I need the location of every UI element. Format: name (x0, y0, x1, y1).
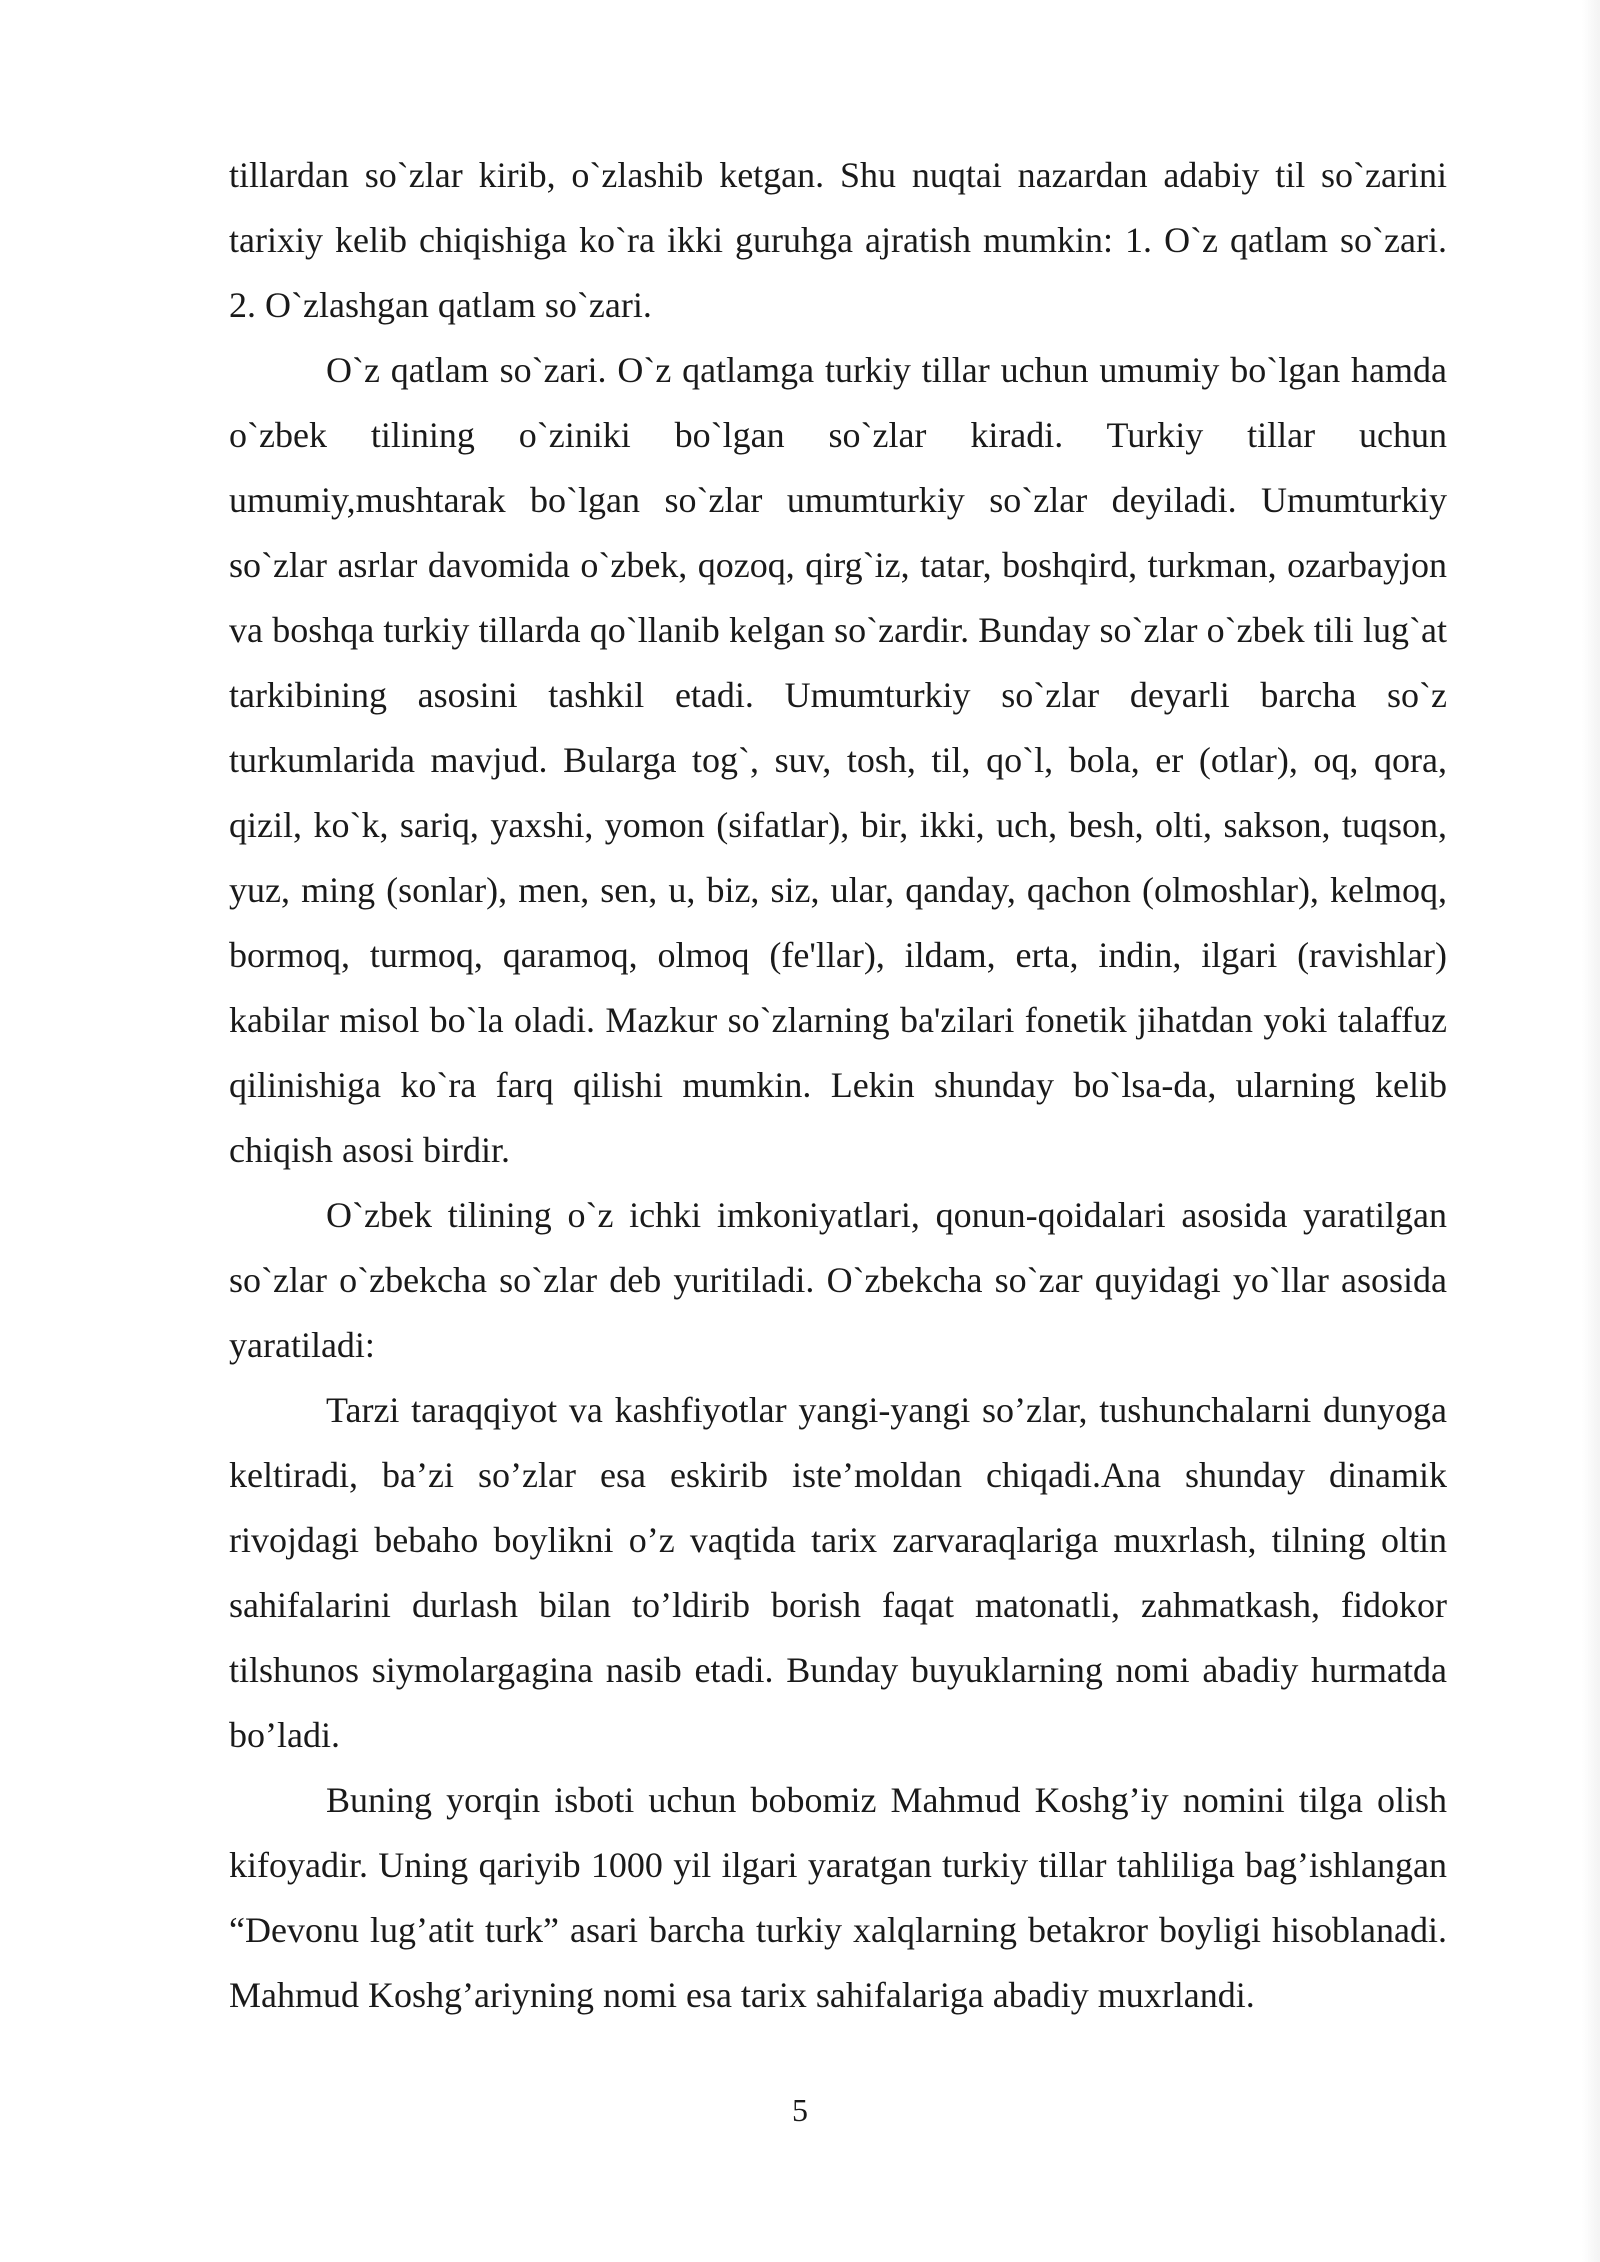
page-number: 5 (792, 2092, 808, 2128)
paragraph-5: Buning yorqin isboti uchun bobomiz Mahmud Koshg’iy nomini tilga olish kifoyadir. Uning qariyib 1000 yil ilgari yaratgan turkiy tillar tahliliga bag’ishlangan “Devonu lug’atit turk” asari barcha turkiy xalqlarning betakror boyligi hisoblanadi. Mahmud Koshg’ariyning nomi esa tarix sahifalariga abadiy muxrlandi. (229, 1780, 1447, 2015)
paragraph-1: tillardan so`zlar kirib, o`zlashib ketgan. Shu nuqtai nazardan adabiy til so`zarini tarixiy kelib chiqishiga ko`ra ikki guruhga ajratish mumkin: 1. O`z qatlam so`zari. 2. O`zlashgan qatlam so`zari. (229, 155, 1447, 325)
paragraph-3: O`zbek tilining o`z ichki imkoniyatlari, qonun-qoidalari asosida yaratilgan so`zlar o`zbekcha so`zlar deb yuritiladi. O`zbekcha so`zar quyidagi yo`llar asosida yaratiladi: (229, 1195, 1447, 1365)
paragraph-4: Tarzi taraqqiyot va kashfiyotlar yangi-yangi so’zlar, tushunchalarni dunyoga keltiradi, ba’zi so’zlar esa eskirib iste’moldan chiqadi.Ana shunday dinamik rivojdagi bebaho boylikni o’z vaqtida tarix zarvaraqlariga muxrlash, tilning oltin sahifalarini durlash bilan to’ldirib borish faqat matonatli, zahmatkash, fidokor tilshunos siymolargagina nasib etadi. Bunday buyuklarning nomi abadiy hurmatda bo’ladi. (229, 1390, 1447, 1755)
document-body (229, 143, 1447, 2028)
paragraph-2: O`z qatlam so`zari. O`z qatlamga turkiy tillar uchun umumiy bo`lgan hamda o`zbek tilining o`ziniki bo`lgan so`zlar kiradi. Turkiy tillar uchun umumiy,mushtarak bo`lgan so`zlar umumturkiy so`zlar deyiladi. Umumturkiy so`zlar asrlar davomida o`zbek, qozoq, qirg`iz, tatar, boshqird, turkman, ozarbayjon va boshqa turkiy tillarda qo`llanib kelgan so`zardir. Bunday so`zlar o`zbek tili lug`at tarkibining asosini tashkil etadi. Umumturkiy so`zlar deyarli barcha so`z turkumlarida mavjud. Bularga tog`, suv, tosh, til, qo`l, bola, er (otlar), oq, qora, qizil, ko`k, sariq, yaxshi, yomon (sifatlar), bir, ikki, uch, besh, olti, sakson, tuqson, yuz, ming (sonlar), men, sen, u, biz, siz, ular, qanday, qachon (olmoshlar), kelmoq, bormoq, turmoq, qaramoq, olmoq (fe'llar), ildam, erta, indin, ilgari (ravishlar) kabilar misol bo`la oladi. Mazkur so`zlarning ba'zilari fonetik jihatdan yoki talaffuz qilinishiga ko`ra farq qilishi mumkin. Lekin shunday bo`lsa-da, ularning kelib chiqish asosi birdir. (229, 350, 1447, 1170)
page-edge-shadow (1582, 0, 1600, 2262)
